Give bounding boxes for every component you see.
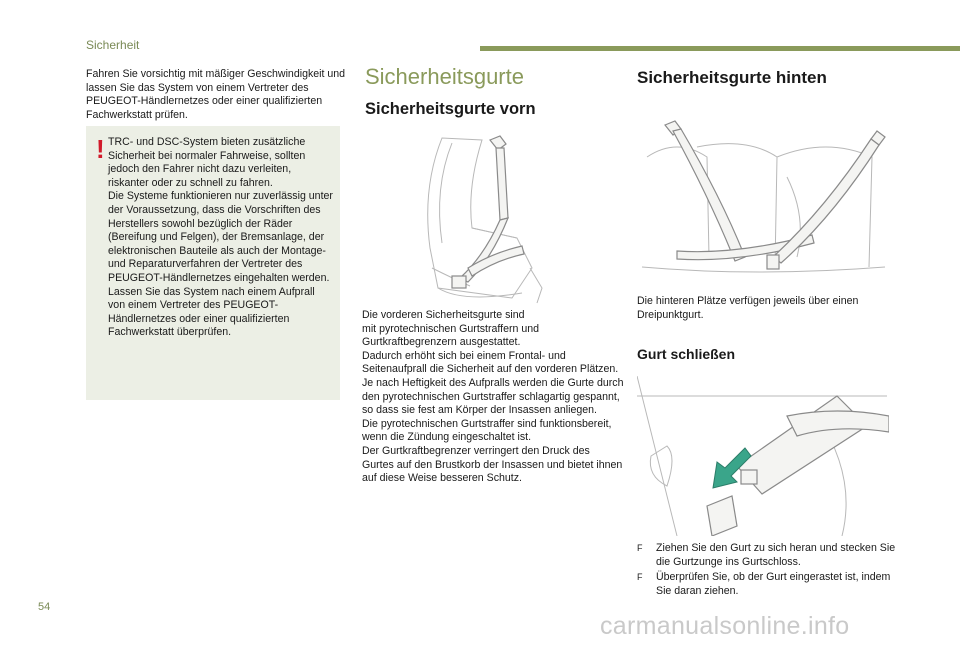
- section-title: Sicherheit: [86, 38, 140, 52]
- step-text: Ziehen Sie den Gurt zu sich heran und stecken Sie die Gurtzunge ins Gurtschloss.: [656, 542, 896, 568]
- front-belts-text: Die vorderen Sicherheitsgurte sind mit pyrotechnischen Gurtstraffern und Gurtkraftbegrenzern ausgestattet. Dadurch erhöht sich bei einem Frontal- und Seitenaufprall die Sicherheit auf den vorderen Plätzen. Je nach Heftigkeit des Aufpralls werden die Gurte durch den pyrotechnischen Gurtstraffer schlagartig gespannt, so dass sie fest am Körper der Insassen anliegen. Die pyrotechnischen Gurtstraffer sind funktionsbereit, wenn die Zündung eingeschaltet ist. Der Gurtkraftbegrenzer verringert den Druck des Gurtes auf den Brustkorb der Insassen und bietet ihnen auf diese Weise besseren Schutz.: [362, 309, 624, 485]
- buckle-illustration: [637, 376, 889, 536]
- step-item: [637, 542, 897, 569]
- rear-belts-text: Die hinteren Plätze verfügen jeweils über einen Dreipunktgurt.: [637, 295, 859, 321]
- chapter-title: Sicherheitsgurte: [365, 64, 524, 89]
- intro-paragraph: Fahren Sie vorsichtig mit mäßiger Geschwindigkeit und lassen Sie das System von einem Vertreter des PEUGEOT-Händlernetzes oder einer qualifizierten Fachwerkstatt prüfen.: [86, 68, 346, 121]
- warning-icon: !: [96, 134, 105, 164]
- step-marker: F: [637, 572, 643, 583]
- warning-text: TRC- und DSC-System bieten zusätzliche Sicherheit bei normaler Fahrweise, sollten jedoch den Fahrer nicht dazu verleiten, riskanter oder zu schnell zu fahren. Die Systeme funktionieren nur zuverlässig unter der Voraussetzung, dass die Vorschriften des Herstellers sowohl bezüglich der Räder (Bereifung und Felgen), der Bremsanlage, der elektronischen Bauteile als auch der Montage- und Reparaturverfahren der Vertreter des PEUGEOT-Händlernetzes eingehalten werden. Lassen Sie das System nach einem Aufprall von einem Vertreter des PEUGEOT-Händlernetzes oder einer qualifizierten Fachwerkstatt überprüfen.: [108, 136, 333, 339]
- front-seatbelt-illustration: [412, 128, 562, 308]
- rear-seats-drawing: [637, 117, 889, 289]
- rear-seatbelt-illustration: [637, 117, 889, 289]
- step-marker: F: [637, 543, 643, 553]
- warning-box: [86, 126, 340, 400]
- rear-belts-heading: Sicherheitsgurte hinten: [637, 68, 827, 87]
- front-belts-heading: Sicherheitsgurte vorn: [365, 100, 536, 118]
- watermark: carmanualsonline.info: [600, 612, 850, 640]
- fasten-belt-heading: Gurt schließen: [637, 346, 736, 362]
- fasten-steps-list: [637, 542, 897, 600]
- page-number: 54: [38, 601, 51, 613]
- step-item: [637, 571, 897, 598]
- buckle-drawing: [637, 376, 889, 536]
- step-text: Überprüfen Sie, ob der Gurt eingerastet ist, indem Sie daran ziehen.: [656, 571, 891, 597]
- header-accent-bar: [480, 46, 960, 51]
- front-seat-drawing: [412, 128, 562, 308]
